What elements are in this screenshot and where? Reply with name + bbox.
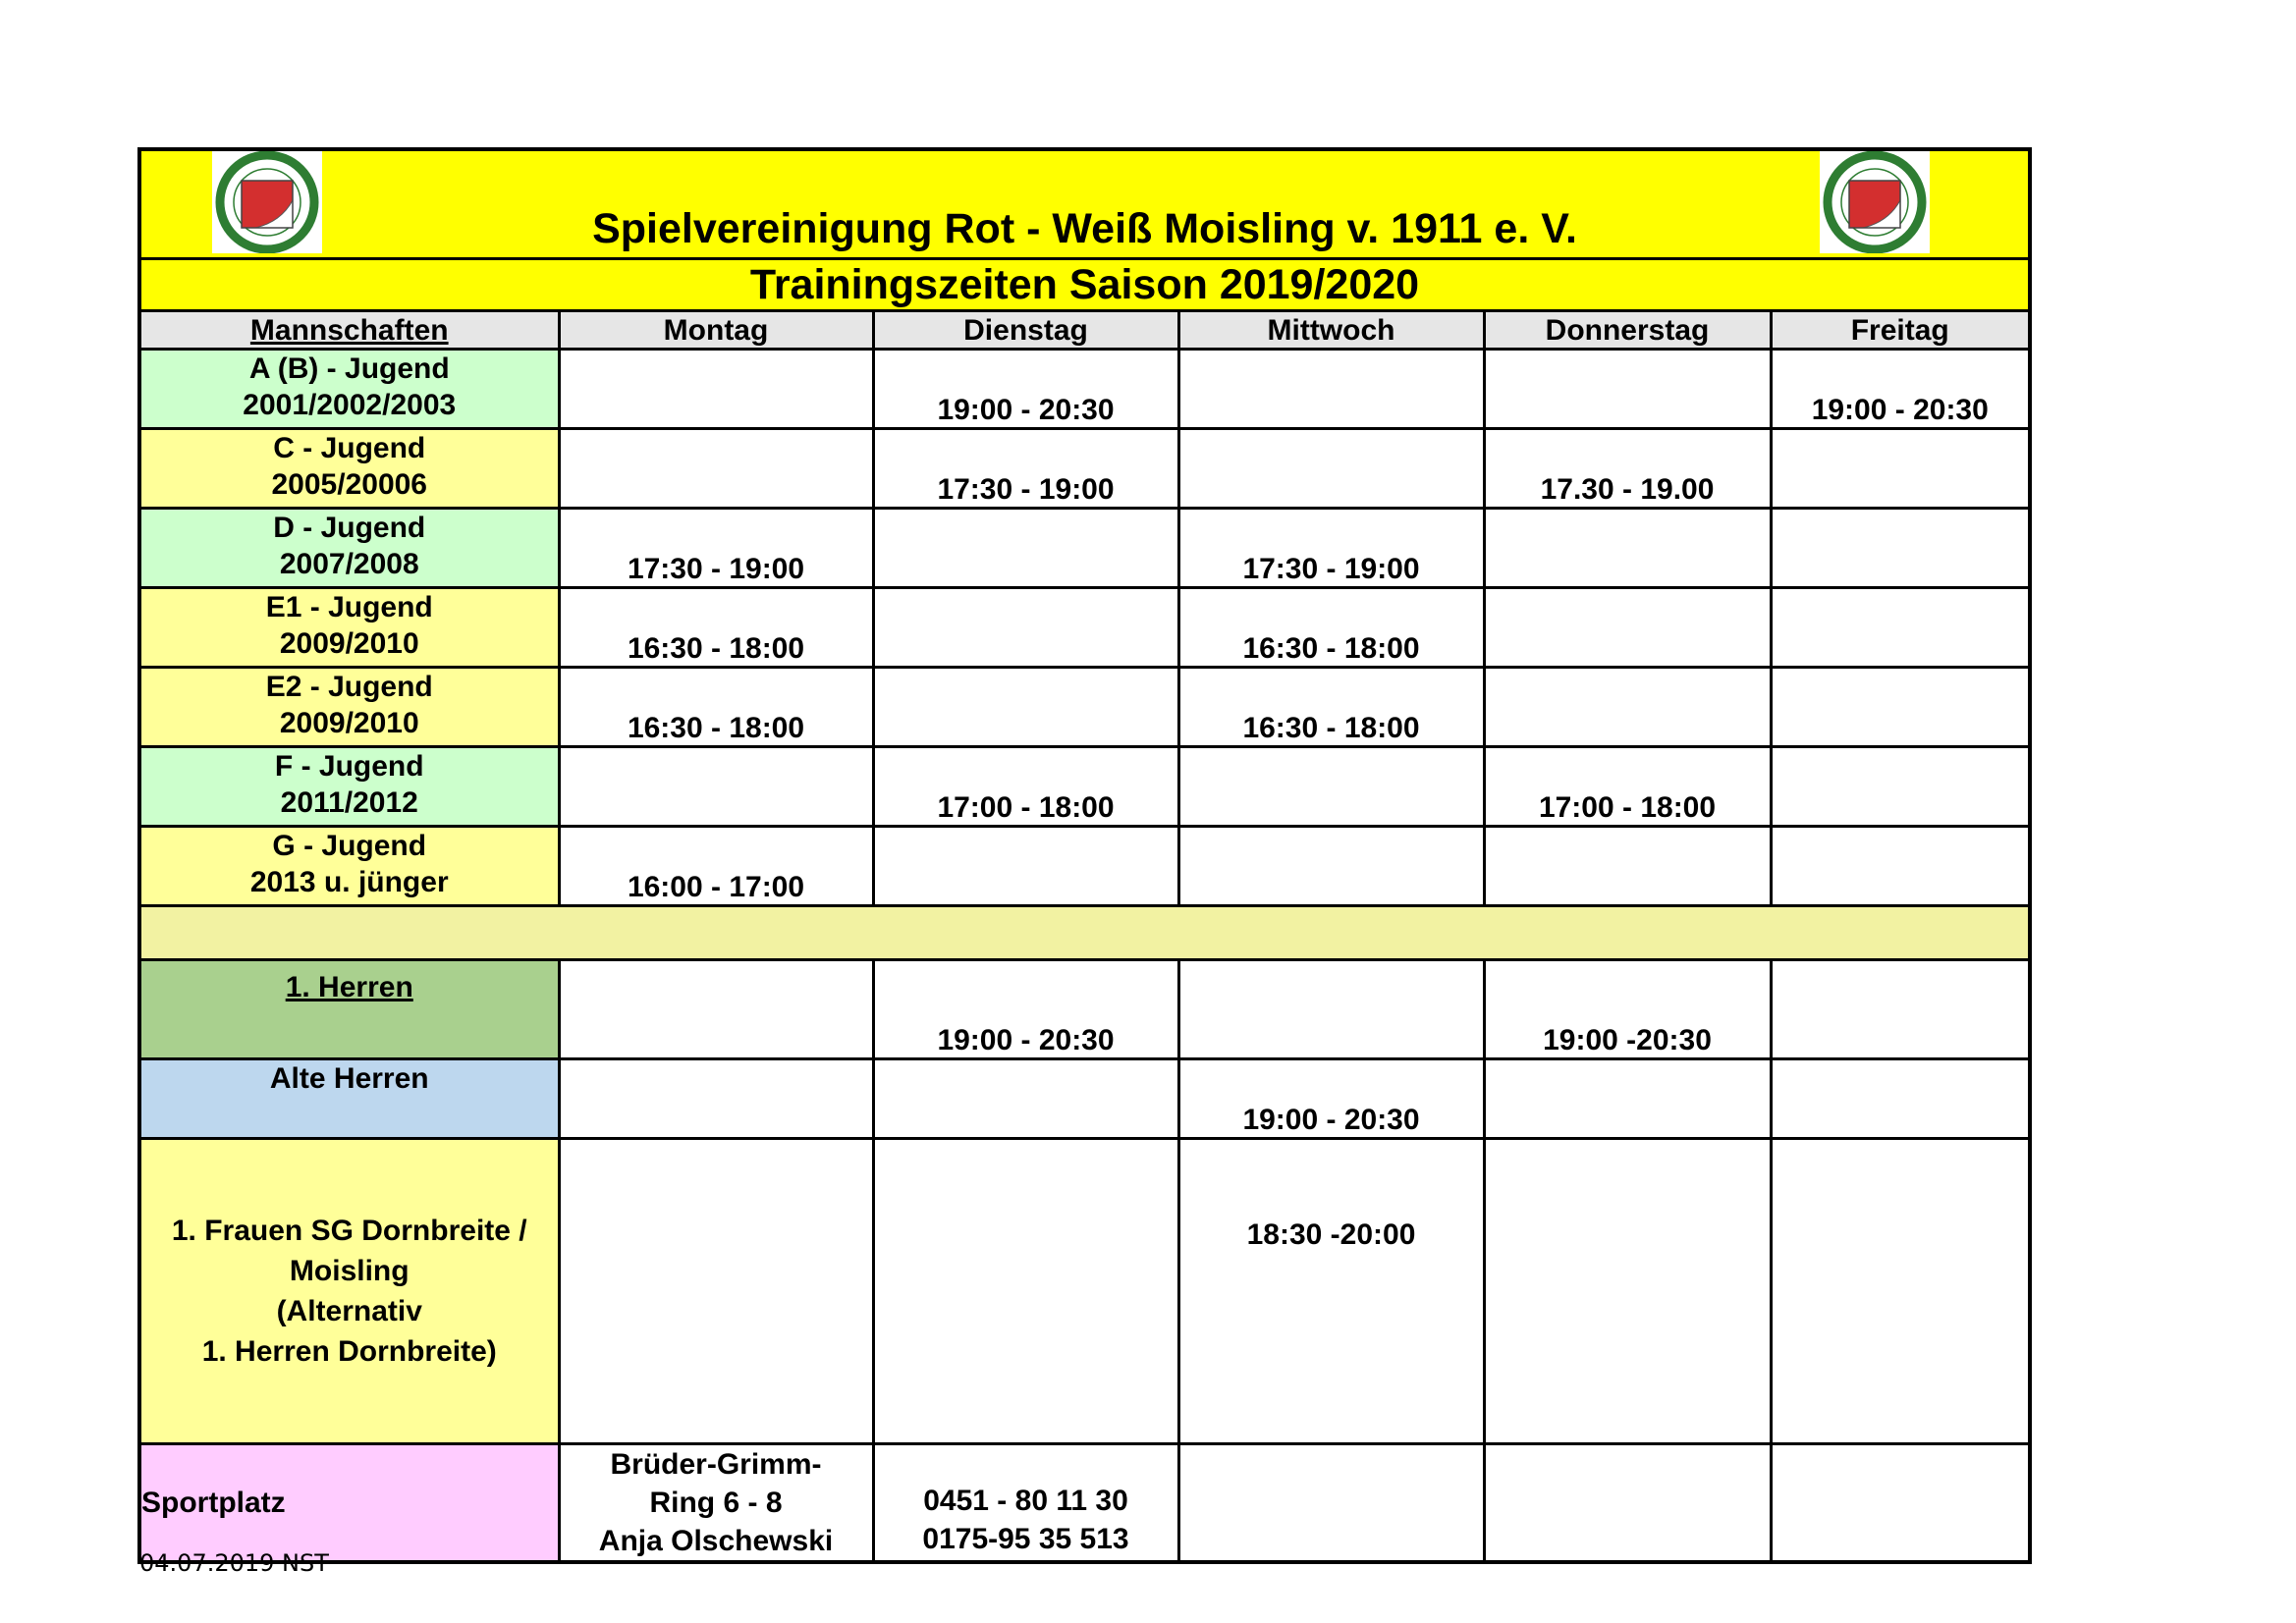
sportplatz-label: Sportplatz (141, 1444, 559, 1561)
table-row (141, 1139, 2028, 1444)
season-subtitle: Trainingszeiten Saison 2019/2020 (141, 260, 2028, 312)
time-cell (1771, 1059, 2028, 1139)
sportplatz-address: Brüder-Grimm- Ring 6 - 8 Anja Olschewski (559, 1444, 873, 1561)
time-cell (1178, 960, 1484, 1059)
time-cell: 16:30 - 18:00 (1178, 668, 1484, 747)
separator-row (141, 906, 2028, 960)
team-cell: Alte Herren (141, 1059, 559, 1139)
time-cell: 19:00 - 20:30 (1771, 350, 2028, 429)
schedule-table (141, 312, 2028, 1560)
time-cell (559, 429, 873, 509)
team-cell: 1. Frauen SG Dornbreite / Moisling (Alternativ 1. Herren Dornbreite) (141, 1139, 559, 1444)
title-block (141, 151, 2028, 260)
time-cell (873, 827, 1178, 906)
time-cell: 18:30 -20:00 (1178, 1139, 1484, 1444)
time-cell: 19:00 - 20:30 (1178, 1059, 1484, 1139)
time-cell (1178, 429, 1484, 509)
time-cell: 19:00 - 20:30 (873, 350, 1178, 429)
table-row (141, 509, 2028, 588)
separator-cell (141, 906, 2028, 960)
table-row (141, 429, 2028, 509)
table-row (141, 1059, 2028, 1139)
table-row (141, 588, 2028, 668)
team-cell: A (B) - Jugend 2001/2002/2003 (141, 350, 559, 429)
header-day-thursday: Donnerstag (1484, 312, 1771, 350)
header-row (141, 312, 2028, 350)
schedule-sheet (137, 147, 2032, 1564)
time-cell (1771, 429, 2028, 509)
footer-date: 04.07.2019 NST (139, 1549, 329, 1577)
table-row (141, 747, 2028, 827)
empty-cell (1771, 1444, 2028, 1561)
time-cell: 17:30 - 19:00 (1178, 509, 1484, 588)
time-cell (559, 1139, 873, 1444)
time-cell (1771, 960, 2028, 1059)
header-day-tuesday: Dienstag (873, 312, 1178, 350)
team-cell: G - Jugend 2013 u. jünger (141, 827, 559, 906)
table-row (141, 350, 2028, 429)
time-cell (873, 668, 1178, 747)
team-cell: 1. Herren (141, 960, 559, 1059)
team-cell: E2 - Jugend 2009/2010 (141, 668, 559, 747)
time-cell: 17:30 - 19:00 (873, 429, 1178, 509)
time-cell (873, 509, 1178, 588)
club-title: Spielvereinigung Rot - Weiß Moisling v. 1911 e. V. (592, 205, 1577, 252)
time-cell (1178, 350, 1484, 429)
time-cell (1771, 1139, 2028, 1444)
time-cell (559, 747, 873, 827)
time-cell (1771, 747, 2028, 827)
time-cell: 19:00 - 20:30 (873, 960, 1178, 1059)
time-cell (1484, 1059, 1771, 1139)
time-cell (1178, 747, 1484, 827)
time-cell: 17:00 - 18:00 (1484, 747, 1771, 827)
time-cell (559, 1059, 873, 1139)
table-row (141, 827, 2028, 906)
time-cell: 16:30 - 18:00 (559, 588, 873, 668)
time-cell (873, 588, 1178, 668)
team-cell: C - Jugend 2005/20006 (141, 429, 559, 509)
empty-cell (1178, 1444, 1484, 1561)
time-cell (873, 1139, 1178, 1444)
time-cell: 19:00 -20:30 (1484, 960, 1771, 1059)
time-cell (1771, 827, 2028, 906)
team-cell: D - Jugend 2007/2008 (141, 509, 559, 588)
header-team: Mannschaften (141, 312, 559, 350)
time-cell (559, 960, 873, 1059)
header-day-friday: Freitag (1771, 312, 2028, 350)
time-cell (1484, 668, 1771, 747)
time-cell: 16:30 - 18:00 (559, 668, 873, 747)
sportplatz-phones: 0451 - 80 11 30 0175-95 35 513 (873, 1444, 1178, 1561)
table-row (141, 668, 2028, 747)
time-cell: 17:30 - 19:00 (559, 509, 873, 588)
time-cell: 17:00 - 18:00 (873, 747, 1178, 827)
time-cell (1484, 588, 1771, 668)
time-cell (1484, 350, 1771, 429)
time-cell (1771, 509, 2028, 588)
table-row (141, 960, 2028, 1059)
time-cell (1771, 668, 2028, 747)
time-cell (1771, 588, 2028, 668)
team-cell: E1 - Jugend 2009/2010 (141, 588, 559, 668)
time-cell (1178, 827, 1484, 906)
table-row (141, 1444, 2028, 1561)
time-cell (873, 1059, 1178, 1139)
time-cell (1484, 509, 1771, 588)
time-cell (1484, 827, 1771, 906)
empty-cell (1484, 1444, 1771, 1561)
header-day-wednesday: Mittwoch (1178, 312, 1484, 350)
time-cell: 16:00 - 17:00 (559, 827, 873, 906)
time-cell (559, 350, 873, 429)
time-cell: 17.30 - 19.00 (1484, 429, 1771, 509)
team-cell: F - Jugend 2011/2012 (141, 747, 559, 827)
time-cell (1484, 1139, 1771, 1444)
header-day-monday: Montag (559, 312, 873, 350)
time-cell: 16:30 - 18:00 (1178, 588, 1484, 668)
